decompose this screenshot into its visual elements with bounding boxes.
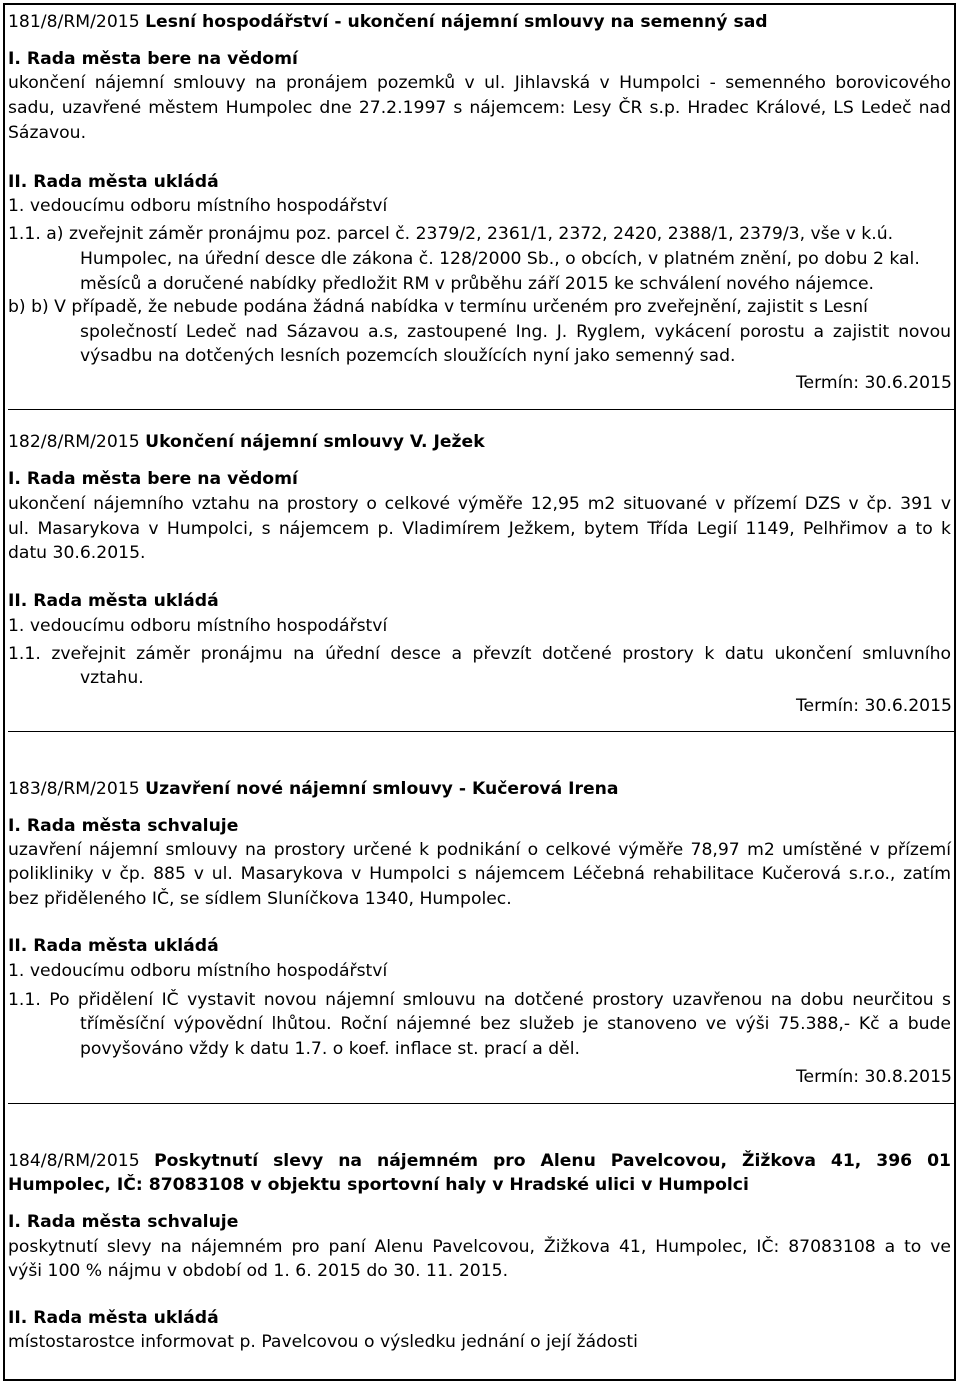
section-heading-approves: I. Rada města schvaluje xyxy=(8,1212,239,1232)
deadline: Termín: 30.6.2015 xyxy=(795,373,952,393)
resolution-heading-181 xyxy=(8,10,768,34)
separator xyxy=(8,1103,954,1104)
task-line: b) b) V případě, že nebude podána žádná nabídka v termínu určeném pro zveřejnění, zajistit s Lesní xyxy=(8,297,868,317)
section-heading-acknowledges: I. Rada města bere na vědomí xyxy=(8,49,298,69)
section-heading-orders: II. Rada města ukládá xyxy=(8,591,219,611)
task-line: vztahu. xyxy=(80,668,144,688)
section-heading-orders: II. Rada města ukládá xyxy=(8,936,219,956)
body-line: výši 100 % nájmu v období od 1. 6. 2015 do 30. 11. 2015. xyxy=(8,1261,509,1281)
body-line: poskytnutí slevy na nájemném pro paní Alenu Pavelcovou, Žižkova 41, Humpolec, IČ: 87083108 a to ve xyxy=(8,1237,951,1257)
body-line: bez přiděleného IČ, se sídlem Sluníčkova 1340, Humpolec. xyxy=(8,889,512,909)
resolution-number: 183/8/RM/2015 xyxy=(8,779,140,799)
resolution-heading-184 xyxy=(8,1149,951,1173)
body-line: Sázavou. xyxy=(8,123,87,143)
body-line: polikliniky v čp. 885 v ul. Masarykova v Humpolci s nájemcem Léčebná rehabilitace Kučerová s.r.o., zatím xyxy=(8,864,951,884)
task-line: měsíců a doručené nabídky předložit RM v průběhu září 2015 ke schválení nového nájemce. xyxy=(80,274,874,294)
task-line: tříměsíční výpovědní lhůtou. Roční nájemné bez služeb je stanoveno ve výši 75.388,- Kč a bude xyxy=(80,1014,951,1034)
resolution-heading-182 xyxy=(8,430,485,454)
body-line: ukončení nájemního vztahu na prostory o celkové výměře 12,95 m2 situované v přízemí DZS v čp. 391 v xyxy=(8,494,951,514)
assignee-line: 1. vedoucímu odboru místního hospodářství xyxy=(8,196,388,216)
separator xyxy=(8,409,954,410)
resolution-number: 182/8/RM/2015 xyxy=(8,432,140,452)
separator xyxy=(8,731,954,732)
section-heading-approves: I. Rada města schvaluje xyxy=(8,816,239,836)
task-line: povyšováno vždy k datu 1.7. o koef. inflace st. prací a děl. xyxy=(80,1039,580,1059)
task-line: společností Ledeč nad Sázavou a.s, zastoupené Ing. J. Ryglem, vykácení porostu a zajistit novou xyxy=(80,322,951,342)
task-line: 1.1. zveřejnit záměr pronájmu na úřední desce a převzít dotčené prostory k datu ukončení smluvního xyxy=(8,644,951,664)
resolution-title: Ukončení nájemní smlouvy V. Ježek xyxy=(145,432,485,452)
assignee-line: 1. vedoucímu odboru místního hospodářství xyxy=(8,616,388,636)
deadline: Termín: 30.8.2015 xyxy=(795,1067,952,1087)
body-line: sadu, uzavřené městem Humpolec dne 27.2.1997 s nájemcem: Lesy ČR s.p. Hradec Králové, LS Ledeč nad xyxy=(8,98,951,118)
resolution-title: Lesní hospodářství - ukončení nájemní smlouvy na semenný sad xyxy=(145,12,768,32)
resolution-number: 184/8/RM/2015 xyxy=(8,1151,140,1171)
task-line: výsadbu na dotčených lesních pozemcích sloužících nyní jako semenný sad. xyxy=(80,346,736,366)
body-line: ul. Masarykova v Humpolci, s nájemcem p. Vladimírem Ježkem, bytem Třída Legií 1149, Pelhřimov a to k xyxy=(8,519,951,539)
assignee-line: 1. vedoucímu odboru místního hospodářství xyxy=(8,961,388,981)
task-line: 1.1. a) zveřejnit záměr pronájmu poz. parcel č. 2379/2, 2361/1, 2372, 2420, 2388/1, 2379/3, vše v k.ú. xyxy=(8,224,894,244)
body-line: ukončení nájemní smlouvy na pronájem pozemků v ul. Jihlavská v Humpolci - semenného borovicového xyxy=(8,73,951,93)
task-line: místostarostce informovat p. Pavelcovou o výsledku jednání o její žádosti xyxy=(8,1332,638,1352)
task-line: Humpolec, na úřední desce dle zákona č. 128/2000 Sb., o obcích, v platném znění, po dobu 2 kal. xyxy=(80,249,920,269)
resolution-number: 181/8/RM/2015 xyxy=(8,12,140,32)
deadline: Termín: 30.6.2015 xyxy=(795,696,952,716)
task-line: 1.1. Po přidělení IČ vystavit novou nájemní smlouvu na dotčené prostory uzavřenou na dobu neurčitou s xyxy=(8,990,951,1010)
resolution-title: Uzavření nové nájemní smlouvy - Kučerová Irena xyxy=(145,779,619,799)
section-heading-acknowledges: I. Rada města bere na vědomí xyxy=(8,469,298,489)
resolution-title: Poskytnutí slevy na nájemném pro Alenu Pavelcovou, Žižkova 41, 396 01 xyxy=(154,1151,951,1171)
resolution-title-continued: Humpolec, IČ: 87083108 v objektu sportovní haly v Hradské ulici v Humpolci xyxy=(8,1175,749,1195)
body-line: uzavření nájemní smlouvy na prostory určené k podnikání o celkové výměře 78,97 m2 umístěné v přízemí xyxy=(8,840,951,860)
section-heading-orders: II. Rada města ukládá xyxy=(8,172,219,192)
resolution-heading-183 xyxy=(8,777,619,801)
section-heading-orders: II. Rada města ukládá xyxy=(8,1308,219,1328)
body-line: datu 30.6.2015. xyxy=(8,543,146,563)
